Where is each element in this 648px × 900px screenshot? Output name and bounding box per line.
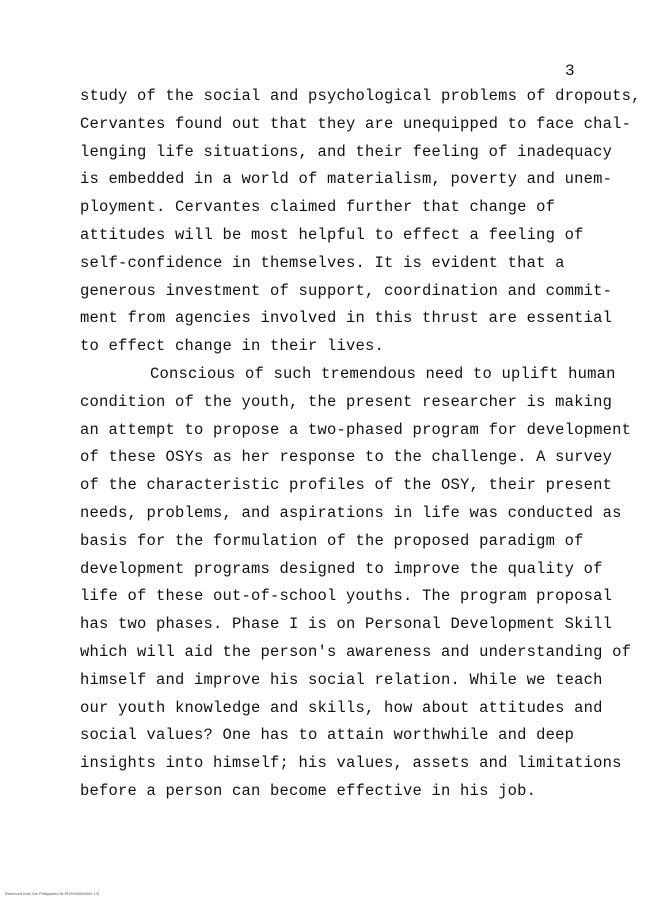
text-line: an attempt to propose a two-phased program for development xyxy=(80,420,632,439)
text-line: lenging life situations, and their feeling of inadequacy xyxy=(80,142,613,161)
text-line: ment from agencies involved in this thrust are essential xyxy=(80,309,613,328)
text-line: condition of the youth, the present researcher is making xyxy=(80,392,613,411)
text-line: our youth knowledge and skills, how about attitudes and xyxy=(80,698,603,717)
text-line: of the characteristic profiles of the OSY, their present xyxy=(80,476,613,495)
text-line: social values? One has to attain worthwhile and deep xyxy=(80,726,575,745)
text-line: life of these out-of-school youths. The program proposal xyxy=(80,587,613,606)
paragraph-start-line: Conscious of such tremendous need to uplift human xyxy=(150,365,616,383)
text-line: is embedded in a world of materialism, poverty and unem- xyxy=(80,170,613,189)
text-line: needs, problems, and aspirations in life was conducted as xyxy=(80,504,622,522)
text-line: basis for the formulation of the proposed paradigm of xyxy=(80,531,584,550)
text-line: Cervantes found out that they are unequipped to face chal- xyxy=(80,114,632,133)
text-line: before a person can become effective in his job. xyxy=(80,782,537,800)
text-line: study of the social and psychological problems of dropouts, xyxy=(80,87,641,105)
text-line: of these OSYs as her response to the challenge. A survey xyxy=(80,448,613,467)
text-line: attitudes will be most helpful to effect a feeling of xyxy=(80,226,584,244)
text-line: insights into himself; his values, assets and limitations xyxy=(80,754,622,773)
text-line: self-confidence in themselves. It is evident that a xyxy=(80,253,565,272)
text-line: generous investment of support, coordination and commit- xyxy=(80,281,613,300)
text-line: development programs designed to improve the quality of xyxy=(80,559,603,578)
scan-footer: Retrieved from the Philippines NLPD0000000000 1/3 xyxy=(5,891,100,896)
text-line: which will aid the person's awareness and understanding of xyxy=(80,643,632,661)
page-number: 3 xyxy=(565,62,575,80)
text-line: to effect change in their lives. xyxy=(80,337,385,356)
text-line: has two phases. Phase I is on Personal Development Skill xyxy=(80,615,613,634)
text-line: ployment. Cervantes claimed further that change of xyxy=(80,198,556,217)
text-line: himself and improve his social relation. While we teach xyxy=(80,670,603,689)
